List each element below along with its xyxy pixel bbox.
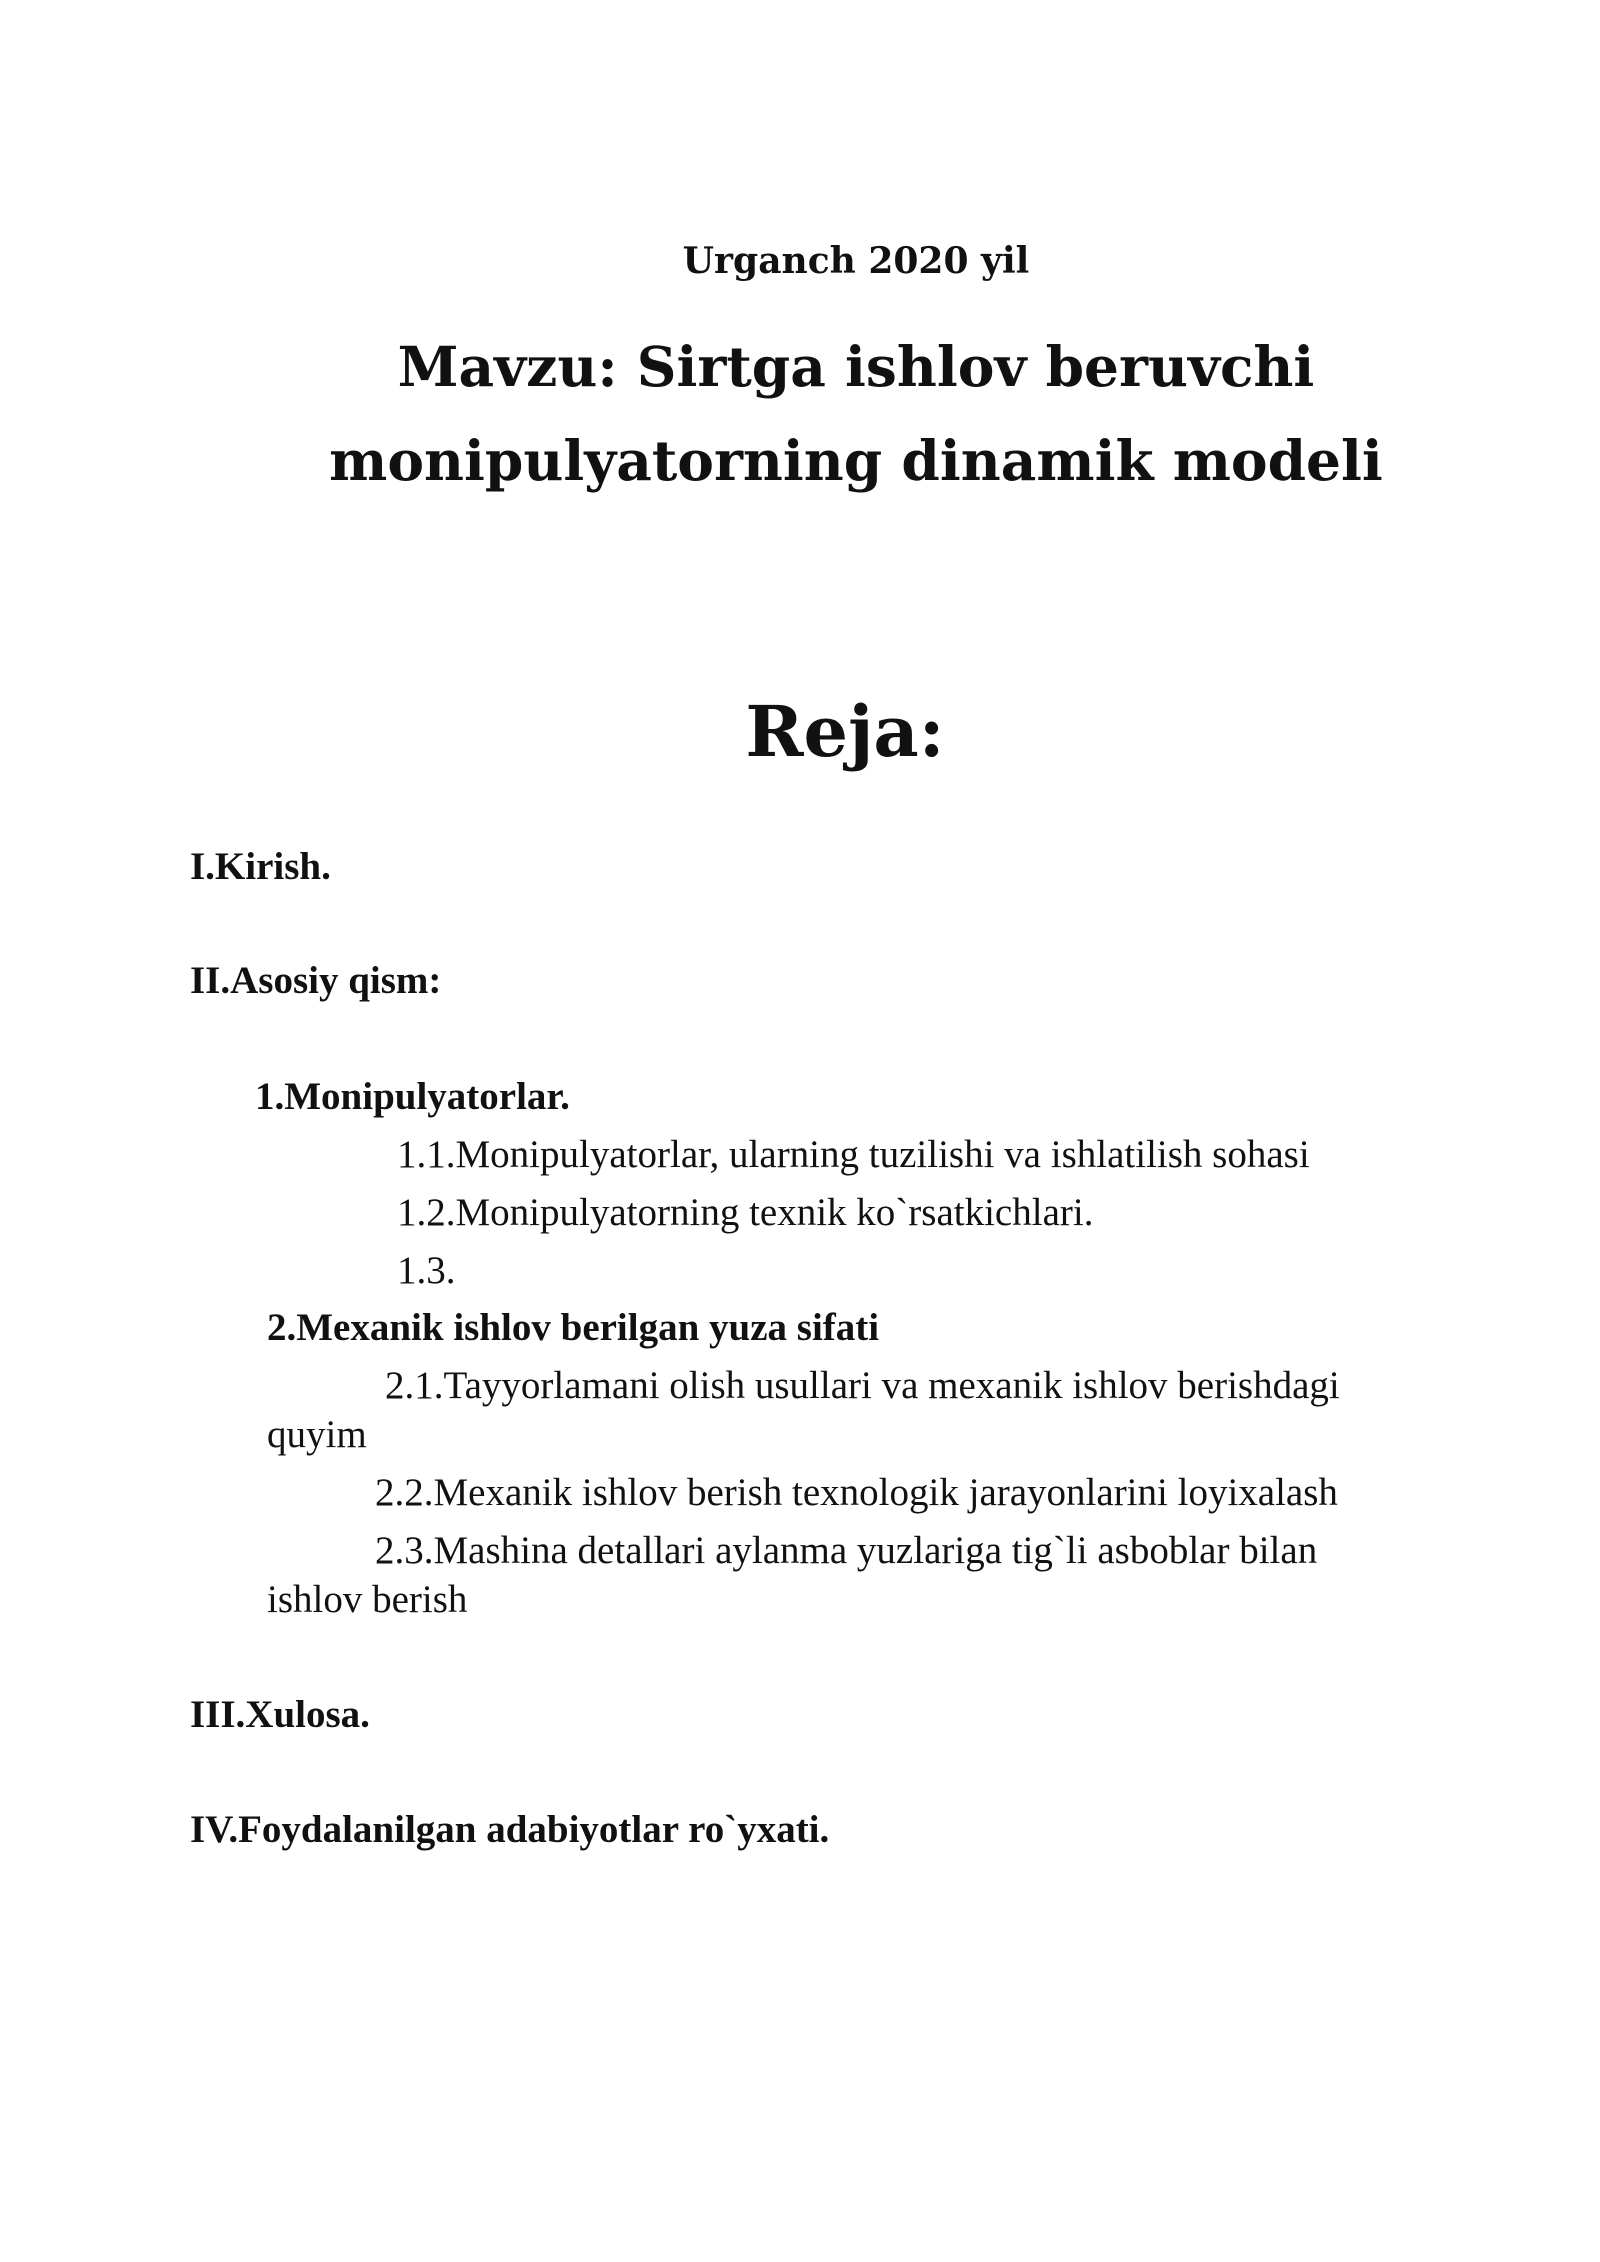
chapter-1-item: 1.1.Monipulyatorlar, ularning tuzilishi va ishlatilish sohasi [397,1133,1310,1176]
section-main-part: II.Asosiy qism: [190,959,442,1002]
chapter-1-item: 1.3. [397,1249,456,1292]
section-references: IV.Foydalanilgan adabiyotlar ro`yxati. [190,1808,830,1851]
chapter-2-item-continuation: ishlov berish [267,1578,468,1621]
chapter-2-item-line: 2.2.Mexanik ishlov berish texnologik jarayonlarini loyixalash [375,1471,1338,1514]
section-introduction: I.Kirish. [190,845,331,888]
chapter-2-title: 2.Mexanik ishlov berilgan yuza sifati [267,1306,880,1349]
city-year: Urganch 2020 yil [682,240,1030,282]
chapter-2-item-line: 2.3.Mashina detallari aylanma yuzlariga tig`li asboblar bilan [375,1529,1318,1572]
chapter-2-item-continuation: quyim [267,1413,367,1456]
plan-heading: Reja: [745,690,945,773]
topic-title-line-2: monipulyatorning dinamik modeli [329,428,1383,493]
section-conclusion: III.Xulosa. [190,1693,370,1736]
topic-title [0,320,1600,508]
chapter-1-item: 1.2.Monipulyatorning texnik ko`rsatkichlari. [397,1191,1094,1234]
topic-title-line-1: Mavzu: Sirtga ishlov beruvchi [397,334,1315,399]
chapter-1-title: 1.Monipulyatorlar. [255,1075,570,1118]
chapter-2-item-line: 2.1.Tayyorlamani olish usullari va mexanik ishlov berishdagi [385,1364,1340,1407]
